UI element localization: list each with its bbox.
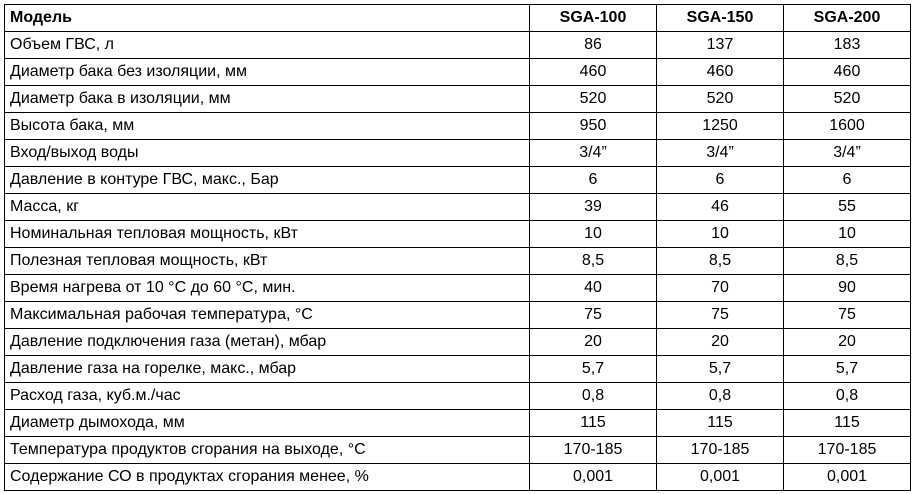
model-value: 75 bbox=[784, 302, 911, 329]
model-value: 70 bbox=[657, 275, 784, 302]
model-value: 520 bbox=[784, 86, 911, 113]
model-value: 46 bbox=[657, 194, 784, 221]
param-label: Диаметр бака без изоляции, мм bbox=[5, 59, 530, 86]
model-value: 55 bbox=[784, 194, 911, 221]
model-value: 3/4” bbox=[530, 140, 657, 167]
model-value: 0,001 bbox=[784, 464, 911, 491]
model-value: 0,8 bbox=[530, 383, 657, 410]
table-row bbox=[5, 356, 911, 383]
param-label: Температура продуктов сгорания на выходе, °С bbox=[5, 437, 530, 464]
table-row bbox=[5, 32, 911, 59]
model-value: 3/4” bbox=[784, 140, 911, 167]
model-value: 20 bbox=[530, 329, 657, 356]
model-value: 40 bbox=[530, 275, 657, 302]
model-value: 8,5 bbox=[530, 248, 657, 275]
model-value: 0,001 bbox=[530, 464, 657, 491]
param-label: Диаметр бака в изоляции, мм bbox=[5, 86, 530, 113]
model-value: 115 bbox=[657, 410, 784, 437]
table-row bbox=[5, 248, 911, 275]
param-label: Высота бака, мм bbox=[5, 113, 530, 140]
param-label: Полезная тепловая мощность, кВт bbox=[5, 248, 530, 275]
model-value: 0,8 bbox=[784, 383, 911, 410]
table-row bbox=[5, 437, 911, 464]
param-label: Объем ГВС, л bbox=[5, 32, 530, 59]
header-row bbox=[5, 5, 911, 32]
model-value: 75 bbox=[530, 302, 657, 329]
model-value: 950 bbox=[530, 113, 657, 140]
table-row bbox=[5, 59, 911, 86]
model-value: 86 bbox=[530, 32, 657, 59]
model-value: 3/4” bbox=[657, 140, 784, 167]
model-value: 5,7 bbox=[530, 356, 657, 383]
model-value: 6 bbox=[530, 167, 657, 194]
model-value: 460 bbox=[784, 59, 911, 86]
model-value: 10 bbox=[784, 221, 911, 248]
model-value: 170-185 bbox=[784, 437, 911, 464]
table-row bbox=[5, 302, 911, 329]
model-value: 460 bbox=[657, 59, 784, 86]
param-label: Содержание СО в продуктах сгорания менее, % bbox=[5, 464, 530, 491]
model-value: 0,001 bbox=[657, 464, 784, 491]
model-value: 170-185 bbox=[530, 437, 657, 464]
param-label: Диаметр дымохода, мм bbox=[5, 410, 530, 437]
model-value: 6 bbox=[657, 167, 784, 194]
model-value: 8,5 bbox=[784, 248, 911, 275]
param-label: Давление в контуре ГВС, макс., Бар bbox=[5, 167, 530, 194]
table-row bbox=[5, 275, 911, 302]
model-value: 520 bbox=[657, 86, 784, 113]
header-model: SGA-200 bbox=[784, 5, 911, 32]
spec-body bbox=[5, 32, 911, 491]
header-model: SGA-100 bbox=[530, 5, 657, 32]
table-row bbox=[5, 140, 911, 167]
param-label: Давление газа на горелке, макс., мбар bbox=[5, 356, 530, 383]
table-row bbox=[5, 113, 911, 140]
model-value: 0,8 bbox=[657, 383, 784, 410]
param-label: Номинальная тепловая мощность, кВт bbox=[5, 221, 530, 248]
param-label: Масса, кг bbox=[5, 194, 530, 221]
model-value: 20 bbox=[657, 329, 784, 356]
model-value: 10 bbox=[530, 221, 657, 248]
model-value: 20 bbox=[784, 329, 911, 356]
model-value: 115 bbox=[530, 410, 657, 437]
model-value: 6 bbox=[784, 167, 911, 194]
spec-table bbox=[4, 4, 911, 491]
table-row bbox=[5, 329, 911, 356]
model-value: 39 bbox=[530, 194, 657, 221]
model-value: 5,7 bbox=[657, 356, 784, 383]
param-label: Давление подключения газа (метан), мбар bbox=[5, 329, 530, 356]
table-row bbox=[5, 383, 911, 410]
model-value: 1600 bbox=[784, 113, 911, 140]
model-value: 10 bbox=[657, 221, 784, 248]
table-row bbox=[5, 86, 911, 113]
model-value: 170-185 bbox=[657, 437, 784, 464]
model-value: 8,5 bbox=[657, 248, 784, 275]
table-row bbox=[5, 221, 911, 248]
table-row bbox=[5, 194, 911, 221]
model-value: 5,7 bbox=[784, 356, 911, 383]
param-label: Расход газа, куб.м./час bbox=[5, 383, 530, 410]
model-value: 183 bbox=[784, 32, 911, 59]
header-model: SGA-150 bbox=[657, 5, 784, 32]
model-value: 75 bbox=[657, 302, 784, 329]
model-value: 1250 bbox=[657, 113, 784, 140]
param-label: Время нагрева от 10 °С до 60 °С, мин. bbox=[5, 275, 530, 302]
header-label: Модель bbox=[5, 5, 530, 32]
model-value: 520 bbox=[530, 86, 657, 113]
table-row bbox=[5, 410, 911, 437]
model-value: 90 bbox=[784, 275, 911, 302]
param-label: Вход/выход воды bbox=[5, 140, 530, 167]
param-label: Максимальная рабочая температура, °С bbox=[5, 302, 530, 329]
model-value: 137 bbox=[657, 32, 784, 59]
model-value: 460 bbox=[530, 59, 657, 86]
table-row bbox=[5, 464, 911, 491]
table-row bbox=[5, 167, 911, 194]
model-value: 115 bbox=[784, 410, 911, 437]
